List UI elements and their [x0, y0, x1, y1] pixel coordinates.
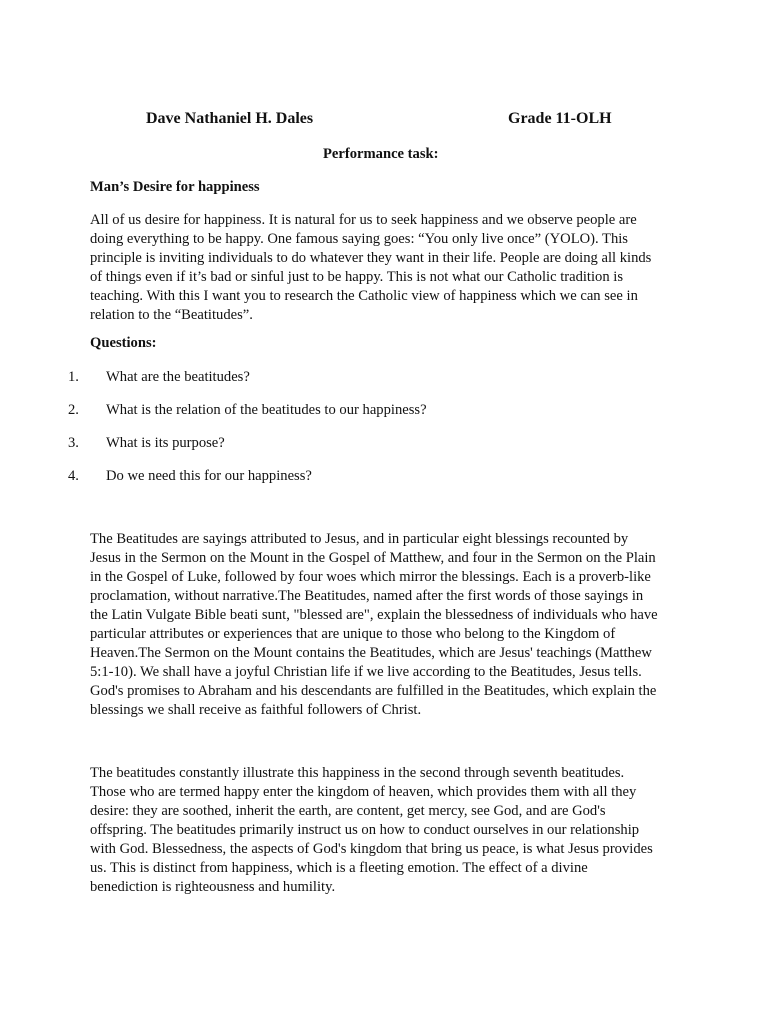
- question-text: What is its purpose?: [106, 435, 225, 451]
- question-text: What is the relation of the beatitudes to our happiness?: [106, 402, 427, 418]
- questions-heading: Questions:: [90, 335, 157, 351]
- question-number: 4.: [68, 468, 79, 484]
- student-name: Dave Nathaniel H. Dales: [146, 110, 314, 127]
- task-title: Performance task:: [323, 146, 439, 162]
- answer-paragraph: The Beatitudes are sayings attributed to Jesus, and in particular eight blessings recounted by Jesus in the Sermon on the Mount in the Gospel of Matthew, and four in the Sermon on the Plain in the Gospel of Luke, followed by four woes which mirror the blessings. Each is a proverb-like proclamation, without narrative.The Beatitudes, named after the first words of those sayings in the Latin Vulgate Bible beati sunt, "blessed are", explain the blessedness of individuals who have particular attributes or experiences that are unique to those who belong to the Kingdom of Heaven.The Sermon on the Mount contains the Beatitudes, which are Jesus' teachings (Matthew 5:1-10). We shall have a joyful Christian life if we live according to the Beatitudes, Jesus tells. God's promises to Abraham and his descendants are fulfilled in the Beatitudes, which explain the blessings we shall receive as faithful followers of Christ.: [90, 531, 658, 718]
- intro-paragraph: All of us desire for happiness. It is natural for us to seek happiness and we observe people are doing everything to be happy. One famous saying goes: “You only live once” (YOLO). This principle is inviting individuals to do whatever they want in their life. People are doing all kinds of things even if it’s bad or sinful just to be happy. This is not what our Catholic tradition is teaching. With this I want you to research the Catholic view of happiness which we can see in relation to the “Beatitudes”.: [90, 212, 652, 323]
- question-number: 2.: [68, 402, 79, 418]
- question-text: Do we need this for our happiness?: [106, 468, 312, 484]
- question-number: 1.: [68, 369, 79, 385]
- question-text: What are the beatitudes?: [106, 369, 250, 385]
- question-number: 3.: [68, 435, 79, 451]
- answer-paragraph: The beatitudes constantly illustrate this happiness in the second through seventh beatitudes. Those who are termed happy enter the kingdom of heaven, which provides them with all they desire: they are soothed, inherit the earth, are content, get mercy, see God, and are God's offspring. The beatitudes primarily instruct us on how to conduct ourselves in our relationship with God. Blessedness, the aspects of God's kingdom that bring us peace, is what Jesus provides us. This is distinct from happiness, which is a fleeting emotion. The effect of a divine benediction is righteousness and humility.: [90, 765, 653, 895]
- section-title: Man’s Desire for happiness: [90, 179, 260, 195]
- grade-section: Grade 11-OLH: [508, 110, 612, 127]
